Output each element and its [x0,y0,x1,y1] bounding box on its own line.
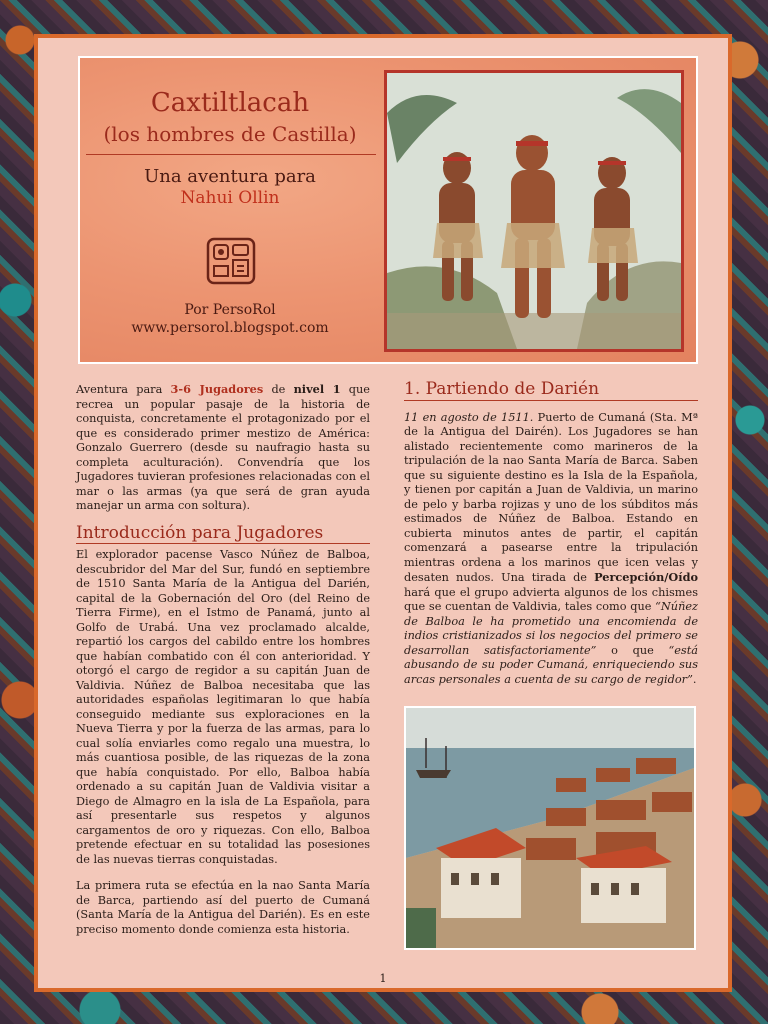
cover-header [78,56,698,364]
author-credit: Por PersoRol [184,302,276,318]
colonial-port-illustration [404,706,696,950]
document-subtitle: (los hombres de Castilla) [103,122,357,146]
right-column [404,379,698,699]
skill-check: Percepción/Oído [594,570,698,584]
darien-paragraph: 11 en agosto de 1511. Puerto de Cumaná (Sta. Mª de la Antigua del Dairén). Los Jugadores se han alistado recientemente como marineros de la tripulación de la nao Santa María de Barca. Saben que su siguiente destino es la Isla de la Española, y tienen por capitán a Juan de Valdivia, un marino de pelo y barba rojizas y uno de los súbditos más estimados de Núñez de Balboa. Estando en cubierta minutos antes de partir, el capitán comenzará a pasearse entre la tripulación mientras ordena a los marinos que icen velas y desaten nudos. Una tirada de Percepción/Oído hará que el grupo advierta algunos de los chismes que se cuentan de Valdivia, tales como que “Núñez de Balboa le ha prometido una encomienda de indios cristianizados si los negocios del primero se desarrollan satisfactoriamente” o que “está abusando de su poder Cumaná, enriqueciendo sus arcas personales a cuenta de su cargo de regidor”. [404,410,698,686]
players-paragraph-1: El explorador pacense Vasco Núñez de Balboa, descubridor del Mar del Sur, fundó en septiembre de 1510 Santa María de la Antigua del Darién, capital de la Gobernación del Oro (del Reino de Tierra Firme), en el Istmo de Panamá, junto al Golfo de Urabá. Una vez proclamado alcalde, repartió los cargos del cabildo entre los hombres que habían combatido con él con anterioridad. Y otorgó el cargo de regidor a su capitán Juan de Valdivia. Núñez de Balboa necesitaba que las autoridades españolas legitimaran lo que había conseguido mediante sus exploraciones en la Nueva Tierra y por la fuerza de las armas, para lo cual solía enviarles como regalo una muestra, lo más cuantiosa posible, de las riquezas de la zona que había conquistado. Por ello, Balboa había ordenado a su capitán Juan de Valdivia visitar a Diego de Almagro en la isla de La Española, para así presentarle sus respetos y algunos cargamentos de oro y riquezas. Con ello, Balboa pretende efectuar en su totalidad las posesiones de las nuevas tierras conquistadas. [76,548,370,866]
level-label: nivel 1 [293,382,341,396]
rumor-quote-2: “está abusando de su poder Cumaná, enriqueciendo sus arcas personales a cuenta de su cargo de regidor” [404,643,698,686]
author-url[interactable]: www.persorol.blogspot.com [131,320,329,336]
game-name: Nahui Ollin [180,188,280,208]
title-divider [86,154,376,155]
document-page [34,34,732,992]
players-paragraph-2: La primera ruta se efectúa en la nao Santa María de Barca, partiendo así del puerto de Cumaná (Santa María de la Antigua del Darién). Es en este preciso momento donde comienza esta historia. [76,879,370,936]
date-text: 11 en agosto de 1511. [404,410,534,424]
cover-text-block [80,58,380,362]
intro-paragraph: Aventura para 3-6 Jugadores de nivel 1 que recrea un popular pasaje de la historia de conquista, concretamente el protagonizado por el que es considerado primer mestizo de América: Gonzalo Guerrero (desde su naufragio hasta su completa aculturación). Convendría que los Jugadores tuvieran profesiones relacionadas con el mar o las armas (ya que será de gran ayuda manejar un arma con soltura). [76,382,370,512]
rumor-quote-1: “Núñez de Balboa le ha prometido una encomienda de indios cristianizados si los negocios del primero se desarrollan satisfactoriamente” [404,600,698,657]
adventure-label: Una aventura para [144,166,316,187]
warriors-illustration [384,70,684,352]
player-count: 3-6 Jugadores [170,382,264,396]
section-heading-players: Introducción para Jugadores [76,526,370,545]
left-column [76,382,370,949]
section-heading-darien: 1. Partiendo de Darién [404,382,698,401]
aztec-glyph-icon [205,236,257,286]
document-title: Caxtiltlacah [150,88,310,118]
page-number: 1 [379,972,387,985]
